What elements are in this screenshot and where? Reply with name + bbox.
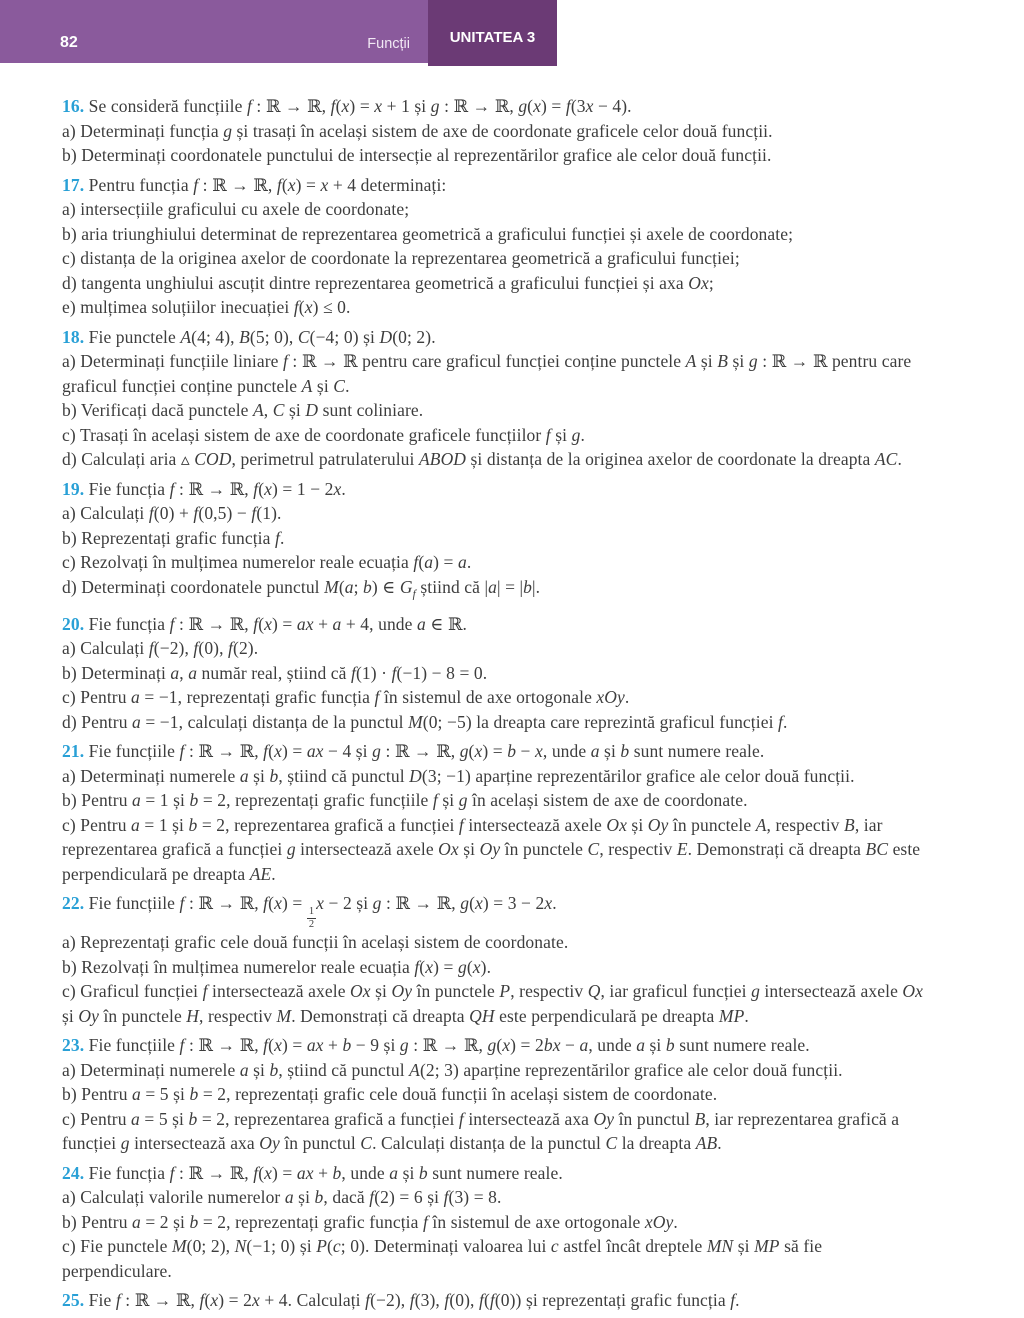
exercise-item: a) Calculați f(−2), f(0), f(2). xyxy=(62,638,259,658)
exercise-intro xyxy=(62,173,928,198)
exercise-intro-text: Pentru funcția f : ℝ → ℝ, f(x) = x + 4 determinați: xyxy=(88,174,447,195)
exercise-intro xyxy=(62,891,928,930)
exercise-intro-text: Fie f : ℝ → ℝ, f(x) = 2x + 4. Calculați f(−2), f(3), f(0), f(f(0)) și reprezentați grafic funcția f. xyxy=(88,1290,740,1311)
exercise xyxy=(62,612,928,735)
exercise-intro xyxy=(62,1033,928,1058)
exercise-item: a) Calculați valorile numerelor a și b, dacă f(2) = 6 și f(3) = 8. xyxy=(62,1187,502,1208)
page-header xyxy=(0,0,557,63)
exercise-intro xyxy=(62,325,928,350)
exercise-item: d) Calculați aria ▵ COD, perimetrul patrulaterului ABOD și distanța de la originea axelor de coordonate la dreapta AC. xyxy=(62,449,902,469)
exercise xyxy=(62,1161,928,1284)
exercise-item: c) Pentru a = 1 și b = 2, reprezentarea grafică a funcției f intersectează axele Ox și Oy în punctele A, respectiv B, iar reprezentarea grafică a funcției g intersectează axele Ox și Oy în punctele C, respectiv E. Demonstrați că dreapta BC este perpendiculară pe dreapta AE. xyxy=(62,814,921,884)
exercise-number: 23. xyxy=(62,1035,85,1056)
exercise xyxy=(62,94,928,168)
exercise-intro xyxy=(62,739,928,764)
exercise-item: c) Graficul funcției f intersectează axele Ox și Oy în punctele P, respectiv Q, iar graficul funcției g intersectează axele Ox și Oy în punctele H, respectiv M. Demonstrați că dreapta QH este perpendiculară pe dreapta MP. xyxy=(62,981,924,1026)
exercise-item: d) Determinați coordonatele punctul M(a; b) ∈ $G_f$ știind că |a| = |b|. xyxy=(62,576,541,600)
exercise xyxy=(62,173,928,320)
exercise-item: a) Determinați numerele a și b, știind că punctul A(2; 3) aparține reprezentărilor grafice ale celor două funcții. xyxy=(62,1059,843,1080)
exercise-number: 17. xyxy=(62,174,85,195)
exercise xyxy=(62,739,928,886)
exercise xyxy=(62,1033,928,1156)
exercise-item: c) Trasați în același sistem de axe de coordonate graficele funcțiilor f și g. xyxy=(62,424,585,445)
exercise-number: 16. xyxy=(62,96,85,116)
exercise-intro-text: Se consideră funcțiile f : ℝ → ℝ, f(x) = x + 1 și g : ℝ → ℝ, g(x) = f(3x − 4). xyxy=(88,96,632,116)
exercise-intro xyxy=(62,1288,928,1313)
exercise-item: a) intersecțiile graficului cu axele de coordonate; xyxy=(62,199,410,219)
exercise-intro xyxy=(62,612,928,637)
exercise-item: c) Rezolvați în mulțimea numerelor reale ecuația f(a) = a. xyxy=(62,552,472,572)
exercise-item: b) Pentru a = 2 și b = 2, reprezentați grafic funcția f în sistemul de axe ortogonale xOy. xyxy=(62,1211,678,1232)
exercise-intro-text: Fie funcția f : ℝ → ℝ, f(x) = 1 − 2x. xyxy=(88,478,346,499)
exercise-number: 22. xyxy=(62,893,85,913)
exercise-item: d) tangenta unghiului ascuțit dintre reprezentarea geometrică a graficului funcției și axa Ox; xyxy=(62,272,714,293)
exercise-item: b) Verificați dacă punctele A, C și D sunt coliniare. xyxy=(62,400,424,420)
exercise-number: 24. xyxy=(62,1162,85,1183)
exercise-number: 25. xyxy=(62,1290,85,1311)
exercise-item: c) distanța de la originea axelor de coordonate la reprezentarea geometrică a graficului funcției; xyxy=(62,248,740,268)
exercise-intro-text: Fie funcțiile f : ℝ → ℝ, f(x) = ax + b − 9 și g : ℝ → ℝ, g(x) = 2bx − a, unde a și b sunt numere reale. xyxy=(88,1035,810,1056)
exercise-item: b) aria triunghiului determinat de reprezentarea geometrică a graficului funcției și axele de coordonate; xyxy=(62,223,794,244)
exercise xyxy=(62,325,928,472)
exercise-item: a) Reprezentați grafic cele două funcții în același sistem de coordonate. xyxy=(62,932,569,953)
exercise-number: 18. xyxy=(62,326,85,347)
exercise-intro xyxy=(62,1161,928,1186)
exercise-intro-text: Fie punctele A(4; 4), B(5; 0), C(−4; 0) și D(0; 2). xyxy=(88,326,436,347)
exercise-item: a) Determinați funcția g și trasați în același sistem de axe de coordonate graficele celor două funcții. xyxy=(62,120,773,141)
page-number: 82 xyxy=(60,34,78,51)
exercise-item: c) Fie punctele M(0; 2), N(−1; 0) și P(c; 0). Determinați valoarea lui c astfel încât dreptele MN și MP să fie perpendiculare. xyxy=(62,1236,823,1281)
exercise xyxy=(62,891,928,1028)
exercise-item: b) Rezolvați în mulțimea numerelor reale ecuația f(x) = g(x). xyxy=(62,956,492,977)
section-label: Funcții xyxy=(367,36,410,52)
exercise-number: 19. xyxy=(62,478,85,499)
unit-badge: UNITATEA 3 xyxy=(428,0,557,66)
exercise-number: 21. xyxy=(62,741,85,761)
exercise-list xyxy=(62,94,928,1318)
exercise-item: d) Pentru a = −1, calculați distanța de la punctul M(0; −5) la dreapta care reprezintă graficul funcției f. xyxy=(62,711,788,732)
exercise-item: c) Pentru a = 5 și b = 2, reprezentarea grafică a funcției f intersectează axa Oy în punctul B, iar reprezentarea grafică a funcției g intersectează axa Oy în punctul C. Calculați distanța de la punctul C la dreapta AB. xyxy=(62,1108,900,1154)
exercise-intro xyxy=(62,477,928,502)
exercise-intro-text: Fie funcția f : ℝ → ℝ, f(x) = ax + b, unde a și b sunt numere reale. xyxy=(88,1162,563,1183)
exercise-item: b) Pentru a = 5 și b = 2, reprezentați grafic cele două funcții în același sistem de coordonate. xyxy=(62,1084,718,1105)
exercise-item: a) Determinați numerele a și b, știind că punctul D(3; −1) aparține reprezentărilor grafice ale celor două funcții. xyxy=(62,765,855,786)
exercise-intro-text: Fie funcțiile f : ℝ → ℝ, f(x) = $\frac{1}{2}$ x − 2 și g : ℝ → ℝ, g(x) = 3 − 2x. xyxy=(88,893,557,930)
exercise-item: b) Determinați coordonatele punctului de intersecție al reprezentărilor grafice ale celor două funcții. xyxy=(62,145,772,165)
exercise xyxy=(62,477,928,607)
exercise-item: a) Calculați f(0) + f(0,5) − f(1). xyxy=(62,503,282,523)
exercise-item: e) mulțimea soluțiilor inecuației f(x) ≤ 0. xyxy=(62,297,351,317)
exercise-item: b) Reprezentați grafic funcția f. xyxy=(62,527,285,548)
exercise-intro-text: Fie funcțiile f : ℝ → ℝ, f(x) = ax − 4 și g : ℝ → ℝ, g(x) = b − x, unde a și b sunt numere reale. xyxy=(88,741,765,761)
exercise-intro-text: Fie funcția f : ℝ → ℝ, f(x) = ax + a + 4, unde a ∈ ℝ. xyxy=(88,613,467,634)
exercise-item: b) Determinați a, a număr real, știind că f(1) · f(−1) − 8 = 0. xyxy=(62,662,488,683)
exercise-item: b) Pentru a = 1 și b = 2, reprezentați grafic funcțiile f și g în același sistem de axe de coordonate. xyxy=(62,790,748,810)
exercise-number: 20. xyxy=(62,613,85,634)
exercise xyxy=(62,1288,928,1313)
exercise-intro xyxy=(62,94,928,119)
exercise-item: a) Determinați funcțiile liniare f : ℝ → ℝ pentru care graficul funcției conține punctele A și B și g : ℝ → ℝ pentru care graficul funcției conține punctele A și C. xyxy=(62,351,912,396)
exercise-item: c) Pentru a = −1, reprezentați grafic funcția f în sistemul de axe ortogonale xOy. xyxy=(62,687,630,707)
